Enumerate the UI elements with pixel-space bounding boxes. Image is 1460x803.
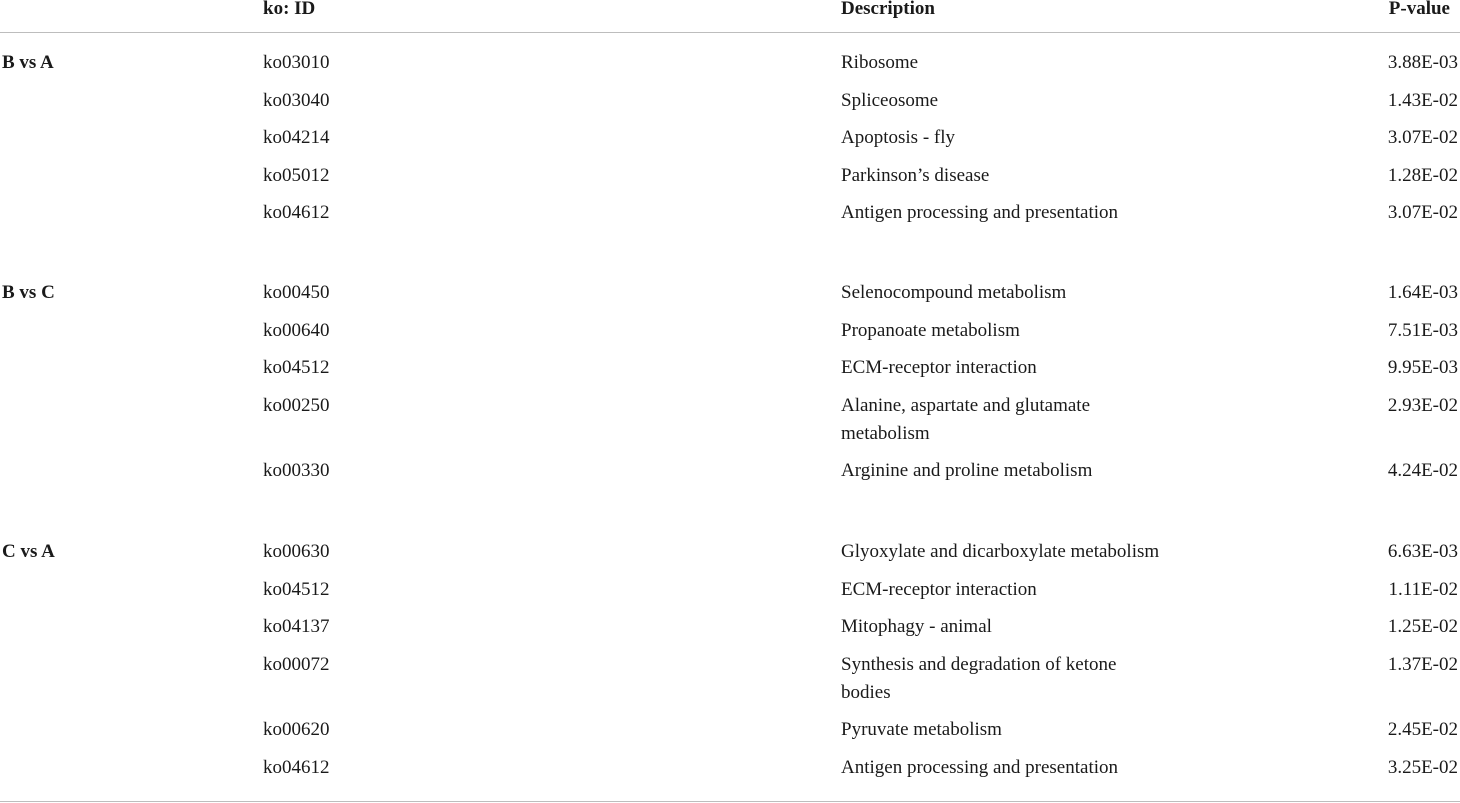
description-cell [841, 199, 1221, 227]
ko-id-cell: ko04612 [263, 756, 330, 778]
p-value-cell: 2.93E-02 [1387, 394, 1458, 416]
p-value-cell: 3.07E-02 [1387, 127, 1458, 148]
description-cell [841, 538, 1221, 566]
ko-id-cell: ko00072 [263, 653, 330, 675]
description-line: Ribosome [841, 52, 919, 73]
ko-id-cell: ko03040 [263, 89, 330, 111]
ko-id-cell: ko00250 [263, 394, 330, 416]
description-cell [841, 754, 1221, 782]
ko-id-cell: ko03010 [263, 52, 330, 73]
ko-id-cell: ko04214 [263, 127, 330, 148]
ko-id-cell: ko00620 [263, 719, 330, 740]
description-cell [841, 576, 1221, 604]
description-cell [841, 49, 1221, 77]
group-label: C vs A [2, 541, 55, 562]
p-value-cell: 3.25E-02 [1387, 756, 1458, 778]
description-cell [841, 457, 1221, 485]
p-value-cell: 3.07E-02 [1387, 202, 1458, 223]
p-value-cell: 7.51E-03 [1387, 319, 1458, 341]
p-value-cell: 4.24E-02 [1387, 460, 1458, 481]
description-line: Synthesis and degradation of ketone [841, 653, 1117, 675]
description-cell [841, 87, 1221, 115]
description-line: ECM-receptor interaction [841, 578, 1037, 600]
ko-id-cell: ko04137 [263, 616, 330, 637]
description-cell [841, 279, 1221, 307]
group-label: B vs A [2, 52, 54, 73]
description-line: ECM-receptor interaction [841, 357, 1037, 378]
description-line: Apoptosis - fly [841, 127, 955, 148]
ko-id-cell: ko00630 [263, 541, 330, 562]
description-line: Selenocompound metabolism [841, 282, 1067, 303]
group-label: B vs C [2, 282, 55, 303]
description-line: metabolism [841, 422, 930, 444]
description-line: Arginine and proline metabolism [841, 460, 1093, 481]
description-cell [841, 317, 1221, 345]
p-value-cell: 1.25E-02 [1387, 616, 1458, 637]
header-p-value: P-value [1388, 0, 1450, 19]
p-value-cell: 2.45E-02 [1387, 719, 1458, 740]
ko-id-cell: ko00640 [263, 319, 330, 341]
bottom-rule [0, 801, 1460, 802]
p-value-cell: 3.88E-03 [1387, 52, 1458, 73]
ko-id-cell: ko04512 [263, 578, 330, 600]
description-line: Glyoxylate and dicarboxylate metabolism [841, 541, 1160, 562]
description-line: Alanine, aspartate and glutamate [841, 394, 1091, 416]
description-line: Propanoate metabolism [841, 319, 1020, 341]
header-ko-id: ko: ID [263, 0, 316, 19]
description-cell [841, 613, 1221, 641]
p-value-cell: 1.37E-02 [1387, 653, 1458, 675]
description-cell [841, 124, 1221, 152]
p-value-cell: 1.28E-02 [1387, 164, 1458, 186]
header-description: Description [841, 0, 935, 19]
description-line: Spliceosome [841, 89, 939, 111]
description-cell [841, 716, 1221, 744]
p-value-cell: 9.95E-03 [1387, 357, 1458, 378]
description-line: Parkinson’s disease [841, 164, 990, 186]
ko-id-cell: ko00450 [263, 282, 330, 303]
description-cell [841, 651, 1221, 707]
description-cell [841, 392, 1221, 448]
description-line: Pyruvate metabolism [841, 719, 1002, 740]
description-line: Antigen processing and presentation [841, 756, 1119, 778]
ko-id-cell: ko00330 [263, 460, 330, 481]
description-line: bodies [841, 681, 891, 703]
description-line: Antigen processing and presentation [841, 202, 1119, 223]
description-cell [841, 162, 1221, 190]
ko-id-cell: ko05012 [263, 164, 330, 186]
ko-id-cell: ko04512 [263, 357, 330, 378]
p-value-cell: 1.11E-02 [1388, 578, 1458, 600]
ko-id-cell: ko04612 [263, 202, 330, 223]
description-line: Mitophagy - animal [841, 616, 992, 637]
p-value-cell: 6.63E-03 [1387, 541, 1458, 562]
p-value-cell: 1.43E-02 [1387, 89, 1458, 111]
header-rule [0, 32, 1460, 33]
p-value-cell: 1.64E-03 [1387, 282, 1458, 303]
description-cell [841, 354, 1221, 382]
